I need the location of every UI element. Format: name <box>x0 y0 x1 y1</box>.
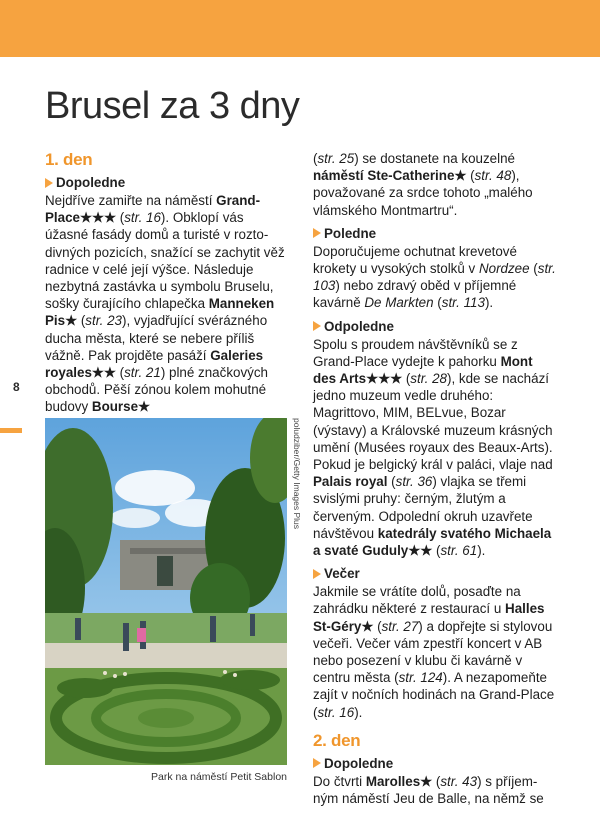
italic-run: str. 21 <box>124 365 161 381</box>
text-run: ( <box>432 543 441 559</box>
left-column <box>45 150 288 416</box>
text-run: ), kde se nachází jedno muzeum vedle druhého: Magrittovo, MIM, BELvue, Bozar (výstavy) a Královské muzeum krásných umění (Musées royaux des Beaux-Arts). Pokud je belgický král v paláci, vlaje nad <box>313 371 553 473</box>
subheading-odpoledne <box>313 318 558 335</box>
italic-run: str. 113 <box>441 295 485 311</box>
bold-run: Halles St-Géry★ <box>313 601 545 634</box>
text-run: ( <box>432 773 441 789</box>
text-run: ( <box>402 371 411 387</box>
italic-run: str. 16 <box>317 704 355 720</box>
subheading-label: Odpoledne <box>324 318 394 334</box>
italic-run: str. 25 <box>317 151 355 166</box>
bold-run: Galeries royales★★ <box>45 347 264 381</box>
top-color-bar <box>0 0 600 57</box>
photo-caption: Park na náměstí Petit Sablon <box>151 771 287 783</box>
text-run: ( <box>77 313 86 329</box>
triangle-bullet-icon <box>313 321 321 331</box>
photo-credit <box>291 418 303 538</box>
text-run: ) a dopřejte si stylovou večeři. Večer vám zpestří koncert v AB nebo posezení v klubu či kavárně v centru města ( <box>313 618 553 686</box>
text-run: ). A nezapomeňte zajít v nočních hodinách na Grand-Place ( <box>313 670 555 720</box>
text-run: ) s příjemným náměstí Jeu de Balle, na němž se <box>313 773 544 807</box>
triangle-bullet-icon <box>313 569 321 579</box>
subheading-label: Večer <box>324 566 360 582</box>
right-column <box>313 150 558 807</box>
subheading-label: Poledne <box>324 225 377 241</box>
continuation-paragraph <box>313 150 558 219</box>
page-number-marker <box>0 428 22 433</box>
day-2-heading: 2. den <box>313 730 361 750</box>
bold-run: Marolles★ <box>365 773 433 789</box>
dopoledne-paragraph <box>45 192 288 416</box>
italic-run: str. 124 <box>398 670 443 686</box>
text-run: ( <box>116 210 125 226</box>
subheading-dopoledne-2 <box>313 755 558 772</box>
italic-run: str. 27 <box>381 618 419 634</box>
italic-run: str. 23 <box>85 313 123 329</box>
italic-run: str. 36 <box>395 474 433 490</box>
bold-run: katedrály svatého Michaela a svaté Guduly★★ <box>313 525 552 559</box>
triangle-bullet-icon <box>313 228 321 238</box>
bold-run: Bourse★ <box>91 399 151 415</box>
vecer-paragraph <box>313 583 558 721</box>
subheading-label: Dopoledne <box>324 755 394 771</box>
text-run: Do čtvrti <box>313 773 366 789</box>
text-run: ( <box>433 295 442 311</box>
subheading-poledne <box>313 225 558 242</box>
text-run: Spolu s proudem návštěvníků se z Grand-Place vydejte k pahorku <box>313 336 518 369</box>
text-run: Doporučujeme ochutnat krevetové krokety u vysokých stolků v <box>313 243 517 277</box>
text-run: ), vyjadřující svérázného ducha města, které se nebere příliš vážně. Pak projděte pasáží <box>45 313 268 363</box>
text-run: ( <box>373 618 382 634</box>
odpoledne-paragraph <box>313 336 558 560</box>
italic-run: str. 61 <box>440 543 478 559</box>
text-run: ). <box>354 704 363 720</box>
day-2-paragraph <box>313 773 558 807</box>
text-run: ) nebo zdravý oběd v příjemné kavárně <box>313 278 517 311</box>
text-run: ). <box>484 295 494 311</box>
text-run: ( <box>115 365 125 381</box>
triangle-bullet-icon <box>45 178 53 188</box>
text-run: ) plné značkových obchodů. Pěší zónou kolem mohutné budovy <box>45 365 269 415</box>
bold-run: Grand-Place★★★ <box>45 193 261 226</box>
triangle-bullet-icon <box>313 758 321 768</box>
italic-run: str. 103 <box>313 261 556 294</box>
page-number: 8 <box>13 380 20 394</box>
day-1-heading: 1. den <box>45 150 93 169</box>
text-run: ( <box>387 474 396 490</box>
bold-run: náměstí Ste-Catherine★ <box>313 168 467 184</box>
italic-run: De Markten <box>364 295 434 311</box>
subheading-dopoledne <box>45 174 288 191</box>
bold-run: Manneken Pis★ <box>45 296 275 329</box>
subheading-label: Dopoledne <box>56 175 126 190</box>
page-title: Brusel za 3 dny <box>45 85 300 127</box>
subheading-vecer <box>313 565 558 582</box>
italic-run: str. 16 <box>124 210 161 226</box>
italic-run: str. 43 <box>440 773 478 789</box>
park-photo <box>45 418 287 765</box>
poledne-paragraph <box>313 243 558 312</box>
text-run: ) se dostanete na kouzelné <box>354 151 515 166</box>
text-run: ( <box>313 151 318 166</box>
text-run: ). <box>477 543 486 559</box>
text-run: Jakmile se vrátíte dolů, posaďte na zahrádku některé z restaurací u <box>313 584 521 617</box>
italic-run: str. 48 <box>474 168 512 184</box>
text-run: ), považované za srdce tohoto „malého vlámského Montmartru“. <box>313 168 533 218</box>
italic-run: Nordzee <box>478 261 530 277</box>
text-run: ). Obklopí vás úžasné fasády domů a turisté v roztodivných pozicích, snažící se zachytit věž radnice v celé její výšce. Následuje nezbytná zastávka u symbolu Bruselu, sošky čurajícího chlapečka <box>45 210 285 312</box>
photo-credit-text: poludziber/Getty Images Plus <box>292 418 302 530</box>
text-run: ) vlajka se třemi svislými pruhy: černým, žlutým a červeným. Odpolední okruh uzavřete návštěvou <box>313 474 533 541</box>
text-run: ( <box>466 168 475 184</box>
text-run: ( <box>529 261 538 277</box>
bold-run: Palais royal <box>313 474 388 490</box>
text-run: Nejdříve zamiřte na náměstí <box>45 193 217 208</box>
bold-run: Mont des Arts★★★ <box>313 353 533 387</box>
italic-run: str. 28 <box>410 371 448 387</box>
